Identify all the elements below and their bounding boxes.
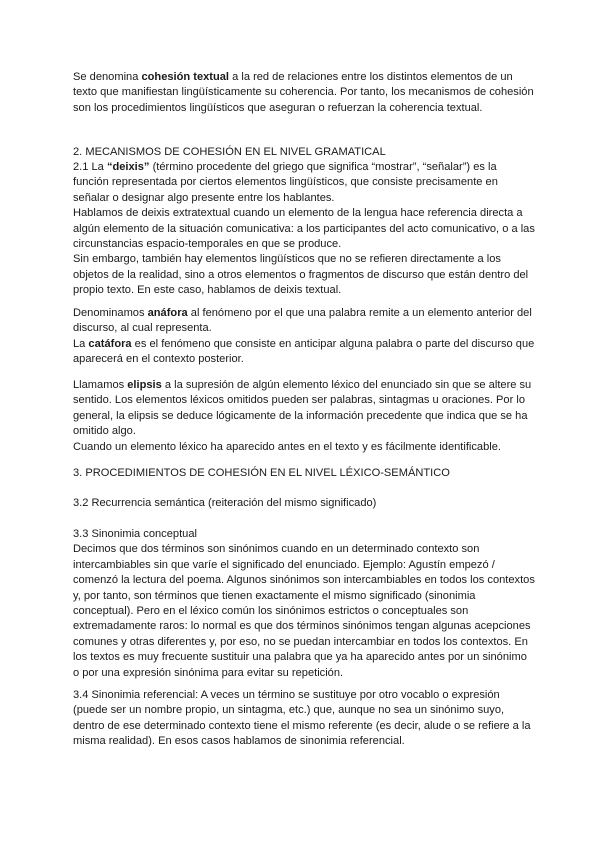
section-3-heading: 3. PROCEDIMIENTOS DE COHESIÓN EN EL NIVEL LÉXICO-SEMÁNTICO bbox=[73, 467, 450, 479]
term-anafora: anáfora bbox=[147, 307, 188, 319]
elipsis-continuation: Cuando un elemento léxico ha aparecido antes en el texto y es fácilmente identificable. bbox=[73, 440, 501, 453]
sinonimia-conceptual-body: Decimos que dos términos son sinónimos cuando en un determinado contexto son intercambiables sin que varíe el significado del enunciado. Ejemplo: Agustín empezó / comenzó la lectura del poema. Algunos sinónimos son intercambiables en todos los contextos y, por tanto, son términos que tienen exactamente el mismo significado (sinonimia conceptual). Pero en el léxico común los sinónimos estrictos o conceptuales son extremadamente raros: lo normal es que dos términos sinónimos tengan algunas acepciones comunes y otras diferentes y, por eso, no se puedan intercambiar en todos los contextos. En los textos es muy frecuente sustituir una palabra que ya ha aparecido antes por un sinónimo o por una expresión sinónima para evitar su repetición. bbox=[73, 543, 535, 679]
elipsis-paragraph: Llamamos elipsis a la supresión de algún elemento léxico del enunciado sin que se altere su sentido. Los elementos léxicos omitidos pueden ser palabras, sintagmas u oraciones. Por lo general, la elipsis se deduce lógicamente de la información precedente que indica que se ha omitido algo. Cuando un elemento léxico ha aparecido antes en el texto y es fácilmente identificable. bbox=[73, 378, 535, 455]
deixis-extratextual-paragraph: Hablamos de deixis extratextual cuando un elemento de la lengua hace referencia directa a algún elemento de la situación comunicativa: a los participantes del acto comunicativo, o a las circunstancias espacio-temporales en que se produce. bbox=[73, 207, 535, 251]
catafora-paragraph: La catáfora es el fenómeno que consiste en anticipar alguna palabra o parte del discurso que aparecerá en el contexto posterior. bbox=[73, 337, 535, 366]
deixis-textual-paragraph: Sin embargo, también hay elementos lingüísticos que no se refieren directamente a los objetos de la realidad, sino a otros elementos o fragmentos de discurso que están dentro del propio texto. En este caso, hablamos de deixis textual. bbox=[73, 253, 529, 297]
recurrencia-heading: 3.2 Recurrencia semántica (reiteración del mismo significado) bbox=[73, 497, 377, 509]
anafora-paragraph: Denominamos anáfora al fenómeno por el que una palabra remite a un elemento anterior del discurso, al cual representa. La catáfora es el fenómeno que consiste en anticipar alguna palabra o parte del discurso que aparecerá en el contexto posterior. bbox=[73, 306, 535, 368]
term-cohesion-textual: cohesión textual bbox=[141, 71, 230, 83]
section-2-heading: 2. MECANISMOS DE COHESIÓN EN EL NIVEL GRAMATICAL bbox=[73, 146, 386, 158]
intro-paragraph bbox=[73, 70, 535, 116]
term-elipsis: elipsis bbox=[127, 379, 162, 391]
sinonimia-referencial-paragraph: 3.4 Sinonimia referencial: A veces un término se sustituye por otro vocablo o expresión (puede ser un nombre propio, un sintagma, etc.) que, aunque no sea un sinónimo suyo, dentro de ese determinado contexto tiene el mismo referente (es decir, alude o se refiere a la misma realidad). En esos casos hablamos de sinonimia referencial. bbox=[73, 689, 531, 748]
intro-text-cont: a la red de relaciones entre los distintos elementos de un texto que manifiestan lingüísticamente su coherencia. Por tanto, los mecanismos de cohesión son los procedimientos lingüísticos que aseguran o refuerzan la coherencia textual. bbox=[73, 71, 534, 114]
intro-text: Se denomina bbox=[73, 71, 142, 83]
term-catafora: catáfora bbox=[88, 337, 132, 350]
term-deixis: “deixis” bbox=[106, 161, 150, 173]
sinonimia-conceptual-section bbox=[73, 527, 535, 681]
sinonimia-conceptual-title: 3.3 Sinonimia conceptual bbox=[73, 528, 197, 540]
deixis-paragraph: 2.1 La “deixis” (término procedente del griego que significa “mostrar”, “señalar”) es la función representada por ciertos elementos lingüísticos, que consiste precisamente en señalar o designar algo presente entre los hablantes. Hablamos de deixis extratextual cuando un elemento de la lengua hace referencia directa a algún elemento de la situación comunicativa: a los participantes del acto comunicativo, o a las circunstancias espacio-temporales en que se produce. Sin embargo, también hay elementos lingüísticos que no se refieren directamente a los objetos de la realidad, sino a otros elementos o fragmentos de discurso que están dentro del propio texto. En este caso, hablamos de deixis textual. bbox=[73, 160, 535, 299]
